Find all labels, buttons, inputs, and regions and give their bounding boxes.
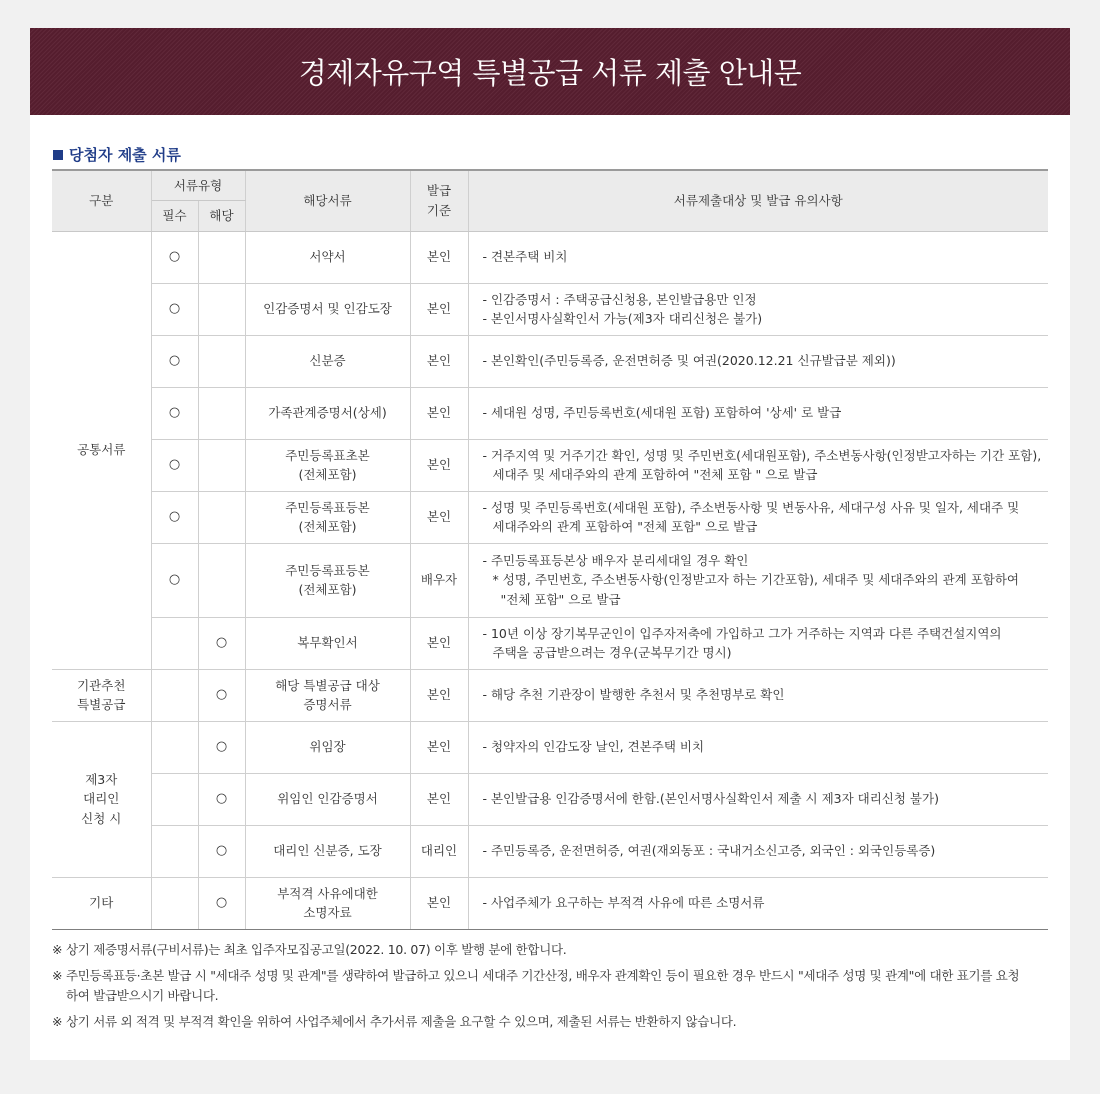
footnote-text: 주민등록표등·초본 발급 시 "세대주 성명 및 관계"를 생략하여 발급하고 있으니 세대주 기간산정, 배우자 관계확인 등이 필요한 경우 반드시 "세대주 성명 및 관계"에 대한 표기를 요청 하여 발급받으시기 바랍니다. <box>66 968 1020 1003</box>
footnote-symbol: ※ <box>52 942 63 957</box>
notes-cell: - 본인발급용 인감증명서에 한함.(본인서명사실확인서 제출 시 제3자 대리신청 불가) <box>468 773 1048 825</box>
header-category: 구분 <box>52 170 151 231</box>
square-bullet-icon <box>53 150 63 160</box>
document-name: 해당 특별공급 대상 증명서류 <box>245 669 410 721</box>
document-name: 위임인 인감증명서 <box>245 773 410 825</box>
issue-basis: 대리인 <box>410 825 468 877</box>
table-row <box>52 231 1048 283</box>
applicable-cell <box>198 491 245 543</box>
header-applicable: 해당 <box>198 200 245 231</box>
notes-cell: - 사업주체가 요구하는 부적격 사유에 따른 소명서류 <box>468 877 1048 929</box>
header-doc-type: 서류유형 <box>151 170 245 200</box>
header-document: 해당서류 <box>245 170 410 231</box>
group-proxy: 제3자 대리인 신청 시 <box>52 721 151 877</box>
table-row <box>52 491 1048 543</box>
group-common: 공통서류 <box>52 231 151 669</box>
required-cell <box>151 773 198 825</box>
notes-cell: - 세대원 성명, 주민등록번호(세대원 포함) 포함하여 '상세' 로 발급 <box>468 387 1048 439</box>
required-mark: ○ <box>151 491 198 543</box>
header-issue-basis-line1: 발급 <box>426 183 452 199</box>
group-other: 기타 <box>52 877 151 929</box>
notes-cell: - 주민등록표등본상 배우자 분리세대일 경우 확인 * 성명, 주민번호, 주소변동사항(인정받고자 하는 기간포함), 세대주 및 세대주와의 관계 포함하여 "전체 포함" 으로 발급 <box>468 543 1048 617</box>
document-name: 복무확인서 <box>245 617 410 669</box>
footnote-item <box>52 966 1048 1006</box>
notes-cell: - 주민등록증, 운전면허증, 여권(재외동포 : 국내거소신고증, 외국인 : 외국인등록증) <box>468 825 1048 877</box>
required-mark: ○ <box>151 543 198 617</box>
document-name: 대리인 신분증, 도장 <box>245 825 410 877</box>
table-row <box>52 335 1048 387</box>
header-notes: 서류제출대상 및 발급 유의사항 <box>468 170 1048 231</box>
applicable-cell <box>198 543 245 617</box>
table-row <box>52 543 1048 617</box>
required-mark: ○ <box>151 283 198 335</box>
footnote-symbol: ※ <box>52 968 63 983</box>
footnote-item <box>52 1012 1048 1032</box>
notes-cell: - 인감증명서 : 주택공급신청용, 본인발급용만 인정 - 본인서명사실확인서 가능(제3자 대리신청은 불가) <box>468 283 1048 335</box>
table-row <box>52 617 1048 669</box>
applicable-cell <box>198 387 245 439</box>
page-title: 경제자유구역 특별공급 서류 제출 안내문 <box>298 56 802 90</box>
issue-basis: 본인 <box>410 877 468 929</box>
section-heading <box>53 144 181 165</box>
required-cell <box>151 617 198 669</box>
document-name: 위임장 <box>245 721 410 773</box>
notice-page <box>30 28 1070 1060</box>
documents-table <box>52 169 1048 930</box>
applicable-mark: ○ <box>198 617 245 669</box>
required-mark: ○ <box>151 439 198 491</box>
applicable-mark: ○ <box>198 669 245 721</box>
notes-cell: - 견본주택 비치 <box>468 231 1048 283</box>
footnote-symbol: ※ <box>52 1014 63 1029</box>
document-name: 인감증명서 및 인감도장 <box>245 283 410 335</box>
required-cell <box>151 721 198 773</box>
table-row <box>52 387 1048 439</box>
issue-basis: 본인 <box>410 439 468 491</box>
issue-basis: 본인 <box>410 617 468 669</box>
section-heading-text: 당첨자 제출 서류 <box>69 146 181 164</box>
document-name: 가족관계증명서(상세) <box>245 387 410 439</box>
issue-basis: 본인 <box>410 491 468 543</box>
applicable-mark: ○ <box>198 721 245 773</box>
header-required: 필수 <box>151 200 198 231</box>
header-issue-basis <box>410 170 468 231</box>
notes-cell: - 거주지역 및 거주기간 확인, 성명 및 주민번호(세대원포함), 주소변동사항(인정받고자하는 기간 포함), 세대주 및 세대주와의 관계 포함하여 "전체 포함 " 으로 발급 <box>468 439 1048 491</box>
issue-basis: 본인 <box>410 283 468 335</box>
issue-basis: 본인 <box>410 335 468 387</box>
required-cell <box>151 877 198 929</box>
document-name: 주민등록표초본 (전체포함) <box>245 439 410 491</box>
table-row <box>52 669 1048 721</box>
table-row <box>52 877 1048 929</box>
required-cell <box>151 825 198 877</box>
applicable-cell <box>198 231 245 283</box>
applicable-mark: ○ <box>198 773 245 825</box>
applicable-cell <box>198 283 245 335</box>
footnote-item <box>52 940 1048 960</box>
notes-cell: - 성명 및 주민등록번호(세대원 포함), 주소변동사항 및 변동사유, 세대구성 사유 및 일자, 세대주 및 세대주와의 관계 포함하여 "전체 포함" 으로 발급 <box>468 491 1048 543</box>
notes-cell: - 해당 추천 기관장이 발행한 추천서 및 추천명부로 확인 <box>468 669 1048 721</box>
document-name: 주민등록표등본 (전체포함) <box>245 543 410 617</box>
required-mark: ○ <box>151 231 198 283</box>
group-agency: 기관추천 특별공급 <box>52 669 151 721</box>
issue-basis: 본인 <box>410 387 468 439</box>
notes-cell: - 본인확인(주민등록증, 운전면허증 및 여권(2020.12.21 신규발급분 제외)) <box>468 335 1048 387</box>
footnote-text: 상기 서류 외 적격 및 부적격 확인을 위하여 사업주체에서 추가서류 제출을 요구할 수 있으며, 제출된 서류는 반환하지 않습니다. <box>66 1014 737 1029</box>
applicable-mark: ○ <box>198 877 245 929</box>
required-mark: ○ <box>151 335 198 387</box>
table-row <box>52 825 1048 877</box>
applicable-cell <box>198 335 245 387</box>
notes-cell: - 청약자의 인감도장 날인, 견본주택 비치 <box>468 721 1048 773</box>
applicable-mark: ○ <box>198 825 245 877</box>
header-issue-basis-line2: 기준 <box>426 202 452 218</box>
required-cell <box>151 669 198 721</box>
issue-basis: 본인 <box>410 669 468 721</box>
document-name: 서약서 <box>245 231 410 283</box>
table-row <box>52 283 1048 335</box>
required-mark: ○ <box>151 387 198 439</box>
document-name: 주민등록표등본 (전체포함) <box>245 491 410 543</box>
issue-basis: 본인 <box>410 231 468 283</box>
table-row <box>52 773 1048 825</box>
applicable-cell <box>198 439 245 491</box>
footnotes <box>52 940 1048 1038</box>
footnote-text: 상기 제증명서류(구비서류)는 최초 입주자모집공고일(2022. 10. 07) 이후 발행 분에 한합니다. <box>66 942 567 957</box>
title-banner <box>30 28 1070 115</box>
issue-basis: 본인 <box>410 721 468 773</box>
table-row <box>52 721 1048 773</box>
issue-basis: 배우자 <box>410 543 468 617</box>
document-name: 부적격 사유에대한 소명자료 <box>245 877 410 929</box>
document-name: 신분증 <box>245 335 410 387</box>
notes-cell: - 10년 이상 장기복무군인이 입주자저축에 가입하고 그가 거주하는 지역과 다른 주택건설지역의 주택을 공급받으려는 경우(군복무기간 명시) <box>468 617 1048 669</box>
issue-basis: 본인 <box>410 773 468 825</box>
table-row <box>52 439 1048 491</box>
